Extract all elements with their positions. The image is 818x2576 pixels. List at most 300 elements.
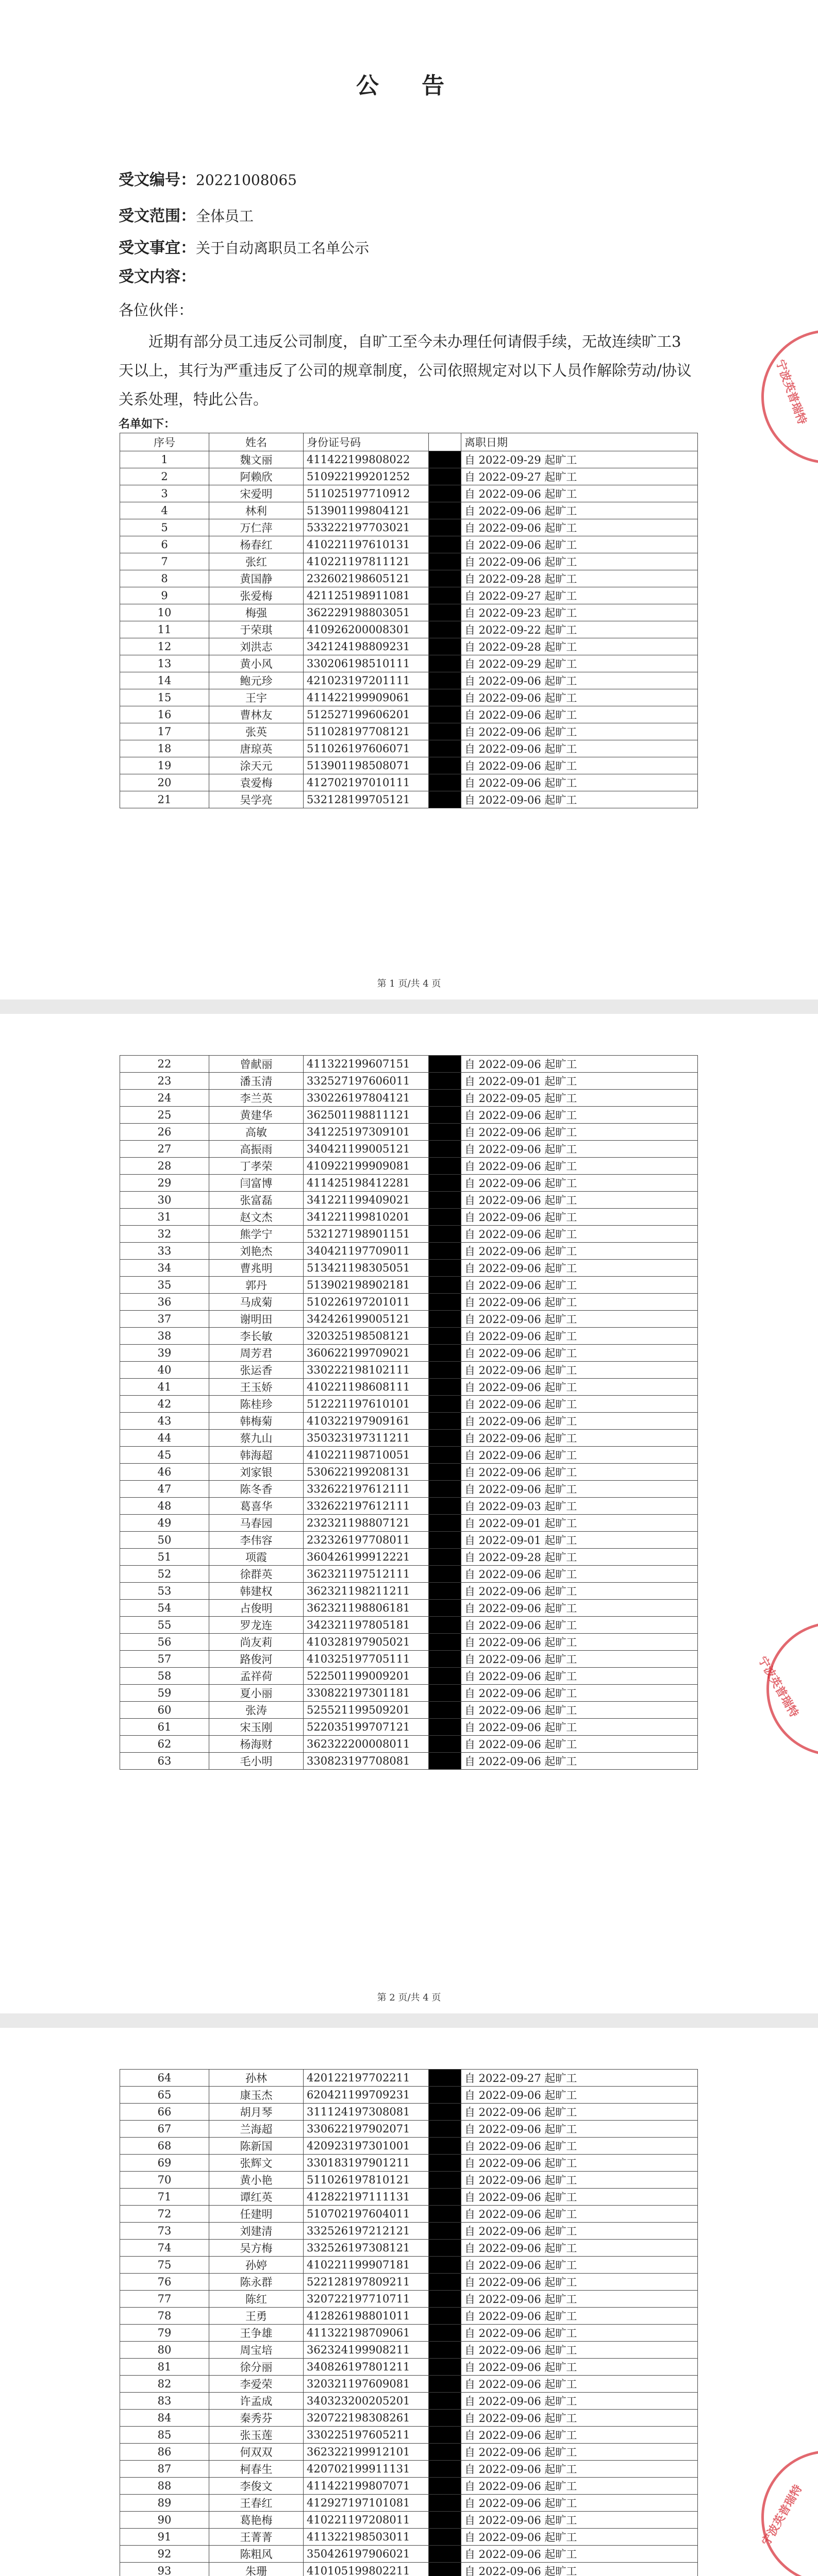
cell-redacted xyxy=(429,2342,461,2359)
cell-no: 49 xyxy=(120,1515,209,1532)
cell-redacted xyxy=(429,1668,461,1685)
cell-date: 自 2022-09-06 起旷工 xyxy=(461,1175,698,1192)
cell-id: 330822197301181 xyxy=(304,1685,429,1702)
cell-name: 梅强 xyxy=(209,604,304,621)
cell-no: 46 xyxy=(120,1464,209,1481)
cell-date: 自 2022-09-06 起旷工 xyxy=(461,723,698,740)
cell-redacted xyxy=(429,2104,461,2121)
cell-name: 夏小丽 xyxy=(209,1685,304,1702)
cell-redacted xyxy=(429,2257,461,2274)
cell-id: 330206198510111 xyxy=(304,655,429,672)
cell-no: 7 xyxy=(120,553,209,570)
cell-no: 78 xyxy=(120,2308,209,2325)
cell-redacted xyxy=(429,2189,461,2206)
cell-no: 40 xyxy=(120,1362,209,1379)
cell-name: 朱珊 xyxy=(209,2563,304,2576)
cell-no: 24 xyxy=(120,1090,209,1107)
table-row xyxy=(120,1379,698,1396)
table-row xyxy=(120,1634,698,1651)
cell-id: 330183197901211 xyxy=(304,2155,429,2172)
cell-name: 高振雨 xyxy=(209,1141,304,1158)
cell-no: 58 xyxy=(120,1668,209,1685)
cell-redacted xyxy=(429,502,461,519)
cell-no: 90 xyxy=(120,2512,209,2529)
cell-name: 张运香 xyxy=(209,1362,304,1379)
cell-date: 自 2022-09-28 起旷工 xyxy=(461,1549,698,1566)
cell-id: 320722198308261 xyxy=(304,2410,429,2427)
cell-no: 15 xyxy=(120,689,209,706)
cell-id: 530622199208131 xyxy=(304,1464,429,1481)
cell-no: 69 xyxy=(120,2155,209,2172)
table-row xyxy=(120,1430,698,1447)
cell-date: 自 2022-09-06 起旷工 xyxy=(461,1260,698,1277)
cell-id: 320325198508121 xyxy=(304,1328,429,1345)
cell-id: 511026197606071 xyxy=(304,740,429,757)
cell-name: 李兰英 xyxy=(209,1090,304,1107)
cell-name: 曹林友 xyxy=(209,706,304,723)
cell-name: 黄小艳 xyxy=(209,2172,304,2189)
cell-id: 342321197805181 xyxy=(304,1617,429,1634)
cell-no: 44 xyxy=(120,1430,209,1447)
cell-redacted xyxy=(429,587,461,604)
cell-date: 自 2022-09-06 起旷工 xyxy=(461,2393,698,2410)
cell-no: 29 xyxy=(120,1175,209,1192)
cell-no: 93 xyxy=(120,2563,209,2576)
cell-date: 自 2022-09-06 起旷工 xyxy=(461,485,698,502)
cell-name: 韩海超 xyxy=(209,1447,304,1464)
cell-name: 孙婷 xyxy=(209,2257,304,2274)
cell-name: 何双双 xyxy=(209,2444,304,2461)
cell-no: 3 xyxy=(120,485,209,502)
cell-name: 王玉娇 xyxy=(209,1379,304,1396)
cell-redacted xyxy=(429,1294,461,1311)
cell-id: 311124197308081 xyxy=(304,2104,429,2121)
cell-no: 42 xyxy=(120,1396,209,1413)
cell-id: 412826198801011 xyxy=(304,2308,429,2325)
cell-no: 37 xyxy=(120,1311,209,1328)
cell-redacted xyxy=(429,1651,461,1668)
cell-name: 马春园 xyxy=(209,1515,304,1532)
cell-id: 342124198809231 xyxy=(304,638,429,655)
cell-redacted xyxy=(429,2172,461,2189)
table-row xyxy=(120,2546,698,2563)
cell-id: 522035199707121 xyxy=(304,1719,429,1736)
subject-field xyxy=(119,238,369,259)
cell-date: 自 2022-09-06 起旷工 xyxy=(461,2325,698,2342)
cell-redacted xyxy=(429,1430,461,1447)
cell-redacted xyxy=(429,2563,461,2576)
cell-name: 许孟成 xyxy=(209,2393,304,2410)
table-row xyxy=(120,1549,698,1566)
cell-redacted xyxy=(429,1345,461,1362)
cell-no: 28 xyxy=(120,1158,209,1175)
cell-no: 61 xyxy=(120,1719,209,1736)
cell-redacted xyxy=(429,1481,461,1498)
cell-date: 自 2022-09-27 起旷工 xyxy=(461,587,698,604)
cell-id: 332527197606011 xyxy=(304,1073,429,1090)
cell-redacted xyxy=(429,1124,461,1141)
cell-redacted xyxy=(429,1464,461,1481)
cell-name: 刘建清 xyxy=(209,2223,304,2240)
cell-no: 19 xyxy=(120,757,209,774)
page-footer: 第 2 页/共 4 页 xyxy=(377,1992,441,2003)
cell-date: 自 2022-09-06 起旷工 xyxy=(461,1192,698,1209)
cell-name: 马成菊 xyxy=(209,1294,304,1311)
cell-redacted xyxy=(429,2138,461,2155)
table-row xyxy=(120,1600,698,1617)
cell-date: 自 2022-09-06 起旷工 xyxy=(461,1447,698,1464)
cell-date: 自 2022-09-06 起旷工 xyxy=(461,2087,698,2104)
cell-redacted xyxy=(429,553,461,570)
cell-redacted xyxy=(429,1498,461,1515)
cell-id: 362501198811121 xyxy=(304,1107,429,1124)
table-row xyxy=(120,2393,698,2410)
cell-no: 50 xyxy=(120,1532,209,1549)
cell-date: 自 2022-09-06 起旷工 xyxy=(461,672,698,689)
cell-name: 潘玉清 xyxy=(209,1073,304,1090)
cell-id: 362321198211211 xyxy=(304,1583,429,1600)
cell-id: 510226197201011 xyxy=(304,1294,429,1311)
table-row xyxy=(120,2206,698,2223)
cell-redacted xyxy=(429,2512,461,2529)
cell-id: 421125198911081 xyxy=(304,587,429,604)
scope-field xyxy=(119,206,254,227)
table-row xyxy=(120,1226,698,1243)
cell-id: 340826197801211 xyxy=(304,2359,429,2376)
cell-redacted xyxy=(429,1175,461,1192)
cell-id: 411322199607151 xyxy=(304,1056,429,1073)
cell-date: 自 2022-09-06 起旷工 xyxy=(461,1226,698,1243)
cell-date: 自 2022-09-06 起旷工 xyxy=(461,740,698,757)
table-row xyxy=(120,1668,698,1685)
table-row xyxy=(120,1685,698,1702)
table-row xyxy=(120,1753,698,1770)
cell-name: 张爱梅 xyxy=(209,587,304,604)
cell-redacted xyxy=(429,1158,461,1175)
cell-redacted xyxy=(429,2087,461,2104)
cell-redacted xyxy=(429,1192,461,1209)
cell-name: 路俊河 xyxy=(209,1651,304,1668)
cell-date: 自 2022-09-06 起旷工 xyxy=(461,2512,698,2529)
cell-id: 342426199005121 xyxy=(304,1311,429,1328)
cell-date: 自 2022-09-06 起旷工 xyxy=(461,2172,698,2189)
subject-label: 受文事宜： xyxy=(119,239,196,257)
cell-date: 自 2022-09-29 起旷工 xyxy=(461,451,698,468)
seal-text: 宁波英普瑞特 xyxy=(773,358,809,427)
cell-name: 张涛 xyxy=(209,1702,304,1719)
table-row xyxy=(120,1396,698,1413)
cell-name: 康玉杰 xyxy=(209,2087,304,2104)
cell-redacted xyxy=(429,1413,461,1430)
cell-date: 自 2022-09-06 起旷工 xyxy=(461,1362,698,1379)
table-row xyxy=(120,1583,698,1600)
cell-redacted xyxy=(429,723,461,740)
cell-date: 自 2022-09-06 起旷工 xyxy=(461,536,698,553)
cell-name: 陈冬香 xyxy=(209,1481,304,1498)
salutation: 各位伙伴： xyxy=(119,301,194,319)
cell-date: 自 2022-09-06 起旷工 xyxy=(461,2529,698,2546)
cell-date: 自 2022-09-06 起旷工 xyxy=(461,1379,698,1396)
cell-redacted xyxy=(429,1396,461,1413)
cell-redacted xyxy=(429,2376,461,2393)
cell-name: 周宝培 xyxy=(209,2342,304,2359)
table-row xyxy=(120,1345,698,1362)
cell-name: 鲍元珍 xyxy=(209,672,304,689)
roster-table-2 xyxy=(120,1055,698,1770)
cell-date: 自 2022-09-06 起旷工 xyxy=(461,1209,698,1226)
cell-no: 64 xyxy=(120,2070,209,2087)
cell-redacted xyxy=(429,519,461,536)
cell-name: 孟祥荷 xyxy=(209,1668,304,1685)
cell-date: 自 2022-09-06 起旷工 xyxy=(461,2189,698,2206)
cell-name: 胡月琴 xyxy=(209,2104,304,2121)
cell-id: 232602198605121 xyxy=(304,570,429,587)
cell-no: 55 xyxy=(120,1617,209,1634)
table-body xyxy=(120,2070,698,2576)
cell-no: 5 xyxy=(120,519,209,536)
cell-id: 362321198806181 xyxy=(304,1600,429,1617)
cell-redacted xyxy=(429,468,461,485)
table-row xyxy=(120,587,698,604)
cell-redacted xyxy=(429,2206,461,2223)
cell-no: 53 xyxy=(120,1583,209,1600)
table-row xyxy=(120,2291,698,2308)
cell-name: 黄建华 xyxy=(209,1107,304,1124)
cell-name: 王宇 xyxy=(209,689,304,706)
cell-no: 48 xyxy=(120,1498,209,1515)
cell-id: 532127198901151 xyxy=(304,1226,429,1243)
cell-date: 自 2022-09-22 起旷工 xyxy=(461,621,698,638)
cell-name: 高敏 xyxy=(209,1124,304,1141)
cell-date: 自 2022-09-06 起旷工 xyxy=(461,1158,698,1175)
cell-no: 35 xyxy=(120,1277,209,1294)
cell-name: 张英 xyxy=(209,723,304,740)
cell-redacted xyxy=(429,1634,461,1651)
table-row xyxy=(120,689,698,706)
table-row xyxy=(120,536,698,553)
cell-no: 84 xyxy=(120,2410,209,2427)
cell-no: 6 xyxy=(120,536,209,553)
table-row xyxy=(120,2155,698,2172)
cell-redacted xyxy=(429,2121,461,2138)
cell-id: 412822197111131 xyxy=(304,2189,429,2206)
cell-date: 自 2022-09-06 起旷工 xyxy=(461,2342,698,2359)
cell-no: 26 xyxy=(120,1124,209,1141)
table-row xyxy=(120,1158,698,1175)
cell-id: 332526197212121 xyxy=(304,2223,429,2240)
cell-name: 刘家银 xyxy=(209,1464,304,1481)
cell-date: 自 2022-09-06 起旷工 xyxy=(461,791,698,808)
doc-number-label: 受文编号： xyxy=(119,171,196,189)
cell-id: 513902198902181 xyxy=(304,1277,429,1294)
cell-no: 54 xyxy=(120,1600,209,1617)
cell-date: 自 2022-09-06 起旷工 xyxy=(461,1311,698,1328)
table-row xyxy=(120,1736,698,1753)
header-date: 离职日期 xyxy=(461,433,698,451)
cell-name: 丁孝荣 xyxy=(209,1158,304,1175)
cell-redacted xyxy=(429,604,461,621)
doc-number-value: 20221008065 xyxy=(196,172,297,189)
cell-id: 320321197609081 xyxy=(304,2376,429,2393)
cell-id: 511028197708121 xyxy=(304,723,429,740)
cell-date: 自 2022-09-05 起旷工 xyxy=(461,1090,698,1107)
table-row xyxy=(120,2240,698,2257)
table-row xyxy=(120,1464,698,1481)
cell-no: 12 xyxy=(120,638,209,655)
cell-id: 412927197101081 xyxy=(304,2495,429,2512)
cell-id: 411322198709061 xyxy=(304,2325,429,2342)
table-row xyxy=(120,1141,698,1158)
list-label: 名单如下： xyxy=(119,417,176,431)
cell-date: 自 2022-09-06 起旷工 xyxy=(461,2138,698,2155)
cell-redacted xyxy=(429,1226,461,1243)
cell-no: 79 xyxy=(120,2325,209,2342)
table-header-row xyxy=(120,433,698,451)
table-row xyxy=(120,1498,698,1515)
cell-name: 张辉文 xyxy=(209,2155,304,2172)
cell-name: 占俊明 xyxy=(209,1600,304,1617)
cell-date: 自 2022-09-06 起旷工 xyxy=(461,1583,698,1600)
cell-id: 332622197612111 xyxy=(304,1481,429,1498)
cell-id: 510702197604011 xyxy=(304,2206,429,2223)
cell-name: 任建明 xyxy=(209,2206,304,2223)
cell-redacted xyxy=(429,1617,461,1634)
table-row xyxy=(120,1702,698,1719)
header-id: 身份证号码 xyxy=(304,433,429,451)
cell-redacted xyxy=(429,791,461,808)
cell-no: 52 xyxy=(120,1566,209,1583)
cell-date: 自 2022-09-06 起旷工 xyxy=(461,2478,698,2495)
cell-name: 王勇 xyxy=(209,2308,304,2325)
cell-no: 21 xyxy=(120,791,209,808)
cell-date: 自 2022-09-06 起旷工 xyxy=(461,1243,698,1260)
table-row xyxy=(120,1090,698,1107)
page-footer: 第 1 页/共 4 页 xyxy=(377,978,441,989)
cell-name: 王春红 xyxy=(209,2495,304,2512)
cell-name: 罗龙连 xyxy=(209,1617,304,1634)
cell-id: 410221197208011 xyxy=(304,2512,429,2529)
cell-redacted xyxy=(429,2308,461,2325)
table-row xyxy=(120,1566,698,1583)
cell-no: 70 xyxy=(120,2172,209,2189)
cell-date: 自 2022-09-06 起旷工 xyxy=(461,1141,698,1158)
cell-name: 张红 xyxy=(209,553,304,570)
header-redacted xyxy=(429,433,461,451)
cell-name: 韩建权 xyxy=(209,1583,304,1600)
cell-id: 332526197308121 xyxy=(304,2240,429,2257)
cell-no: 18 xyxy=(120,740,209,757)
cell-date: 自 2022-09-06 起旷工 xyxy=(461,1464,698,1481)
table-row xyxy=(120,485,698,502)
cell-date: 自 2022-09-06 起旷工 xyxy=(461,2376,698,2393)
cell-id: 410221198608111 xyxy=(304,1379,429,1396)
cell-no: 76 xyxy=(120,2274,209,2291)
cell-date: 自 2022-09-27 起旷工 xyxy=(461,468,698,485)
cell-id: 410322197909161 xyxy=(304,1413,429,1430)
cell-date: 自 2022-09-01 起旷工 xyxy=(461,1515,698,1532)
cell-no: 88 xyxy=(120,2478,209,2495)
table-row xyxy=(120,1073,698,1090)
cell-name: 郭丹 xyxy=(209,1277,304,1294)
cell-redacted xyxy=(429,1736,461,1753)
cell-name: 徐分丽 xyxy=(209,2359,304,2376)
cell-date: 自 2022-09-06 起旷工 xyxy=(461,2274,698,2291)
cell-redacted xyxy=(429,1107,461,1124)
cell-id: 511026197810121 xyxy=(304,2172,429,2189)
cell-date: 自 2022-09-06 起旷工 xyxy=(461,2291,698,2308)
cell-redacted xyxy=(429,1141,461,1158)
cell-date: 自 2022-09-06 起旷工 xyxy=(461,1413,698,1430)
cell-no: 23 xyxy=(120,1073,209,1090)
cell-date: 自 2022-09-06 起旷工 xyxy=(461,519,698,536)
cell-id: 513901199804121 xyxy=(304,502,429,519)
cell-name: 杨海财 xyxy=(209,1736,304,1753)
table-row xyxy=(120,1311,698,1328)
cell-name: 熊学宁 xyxy=(209,1226,304,1243)
table-row xyxy=(120,2257,698,2274)
cell-name: 陈粗风 xyxy=(209,2546,304,2563)
cell-no: 9 xyxy=(120,587,209,604)
cell-id: 525521199509201 xyxy=(304,1702,429,1719)
cell-no: 8 xyxy=(120,570,209,587)
cell-no: 38 xyxy=(120,1328,209,1345)
cell-date: 自 2022-09-01 起旷工 xyxy=(461,1073,698,1090)
cell-date: 自 2022-09-06 起旷工 xyxy=(461,1634,698,1651)
cell-date: 自 2022-09-06 起旷工 xyxy=(461,757,698,774)
cell-name: 陈永群 xyxy=(209,2274,304,2291)
cell-redacted xyxy=(429,689,461,706)
cell-no: 22 xyxy=(120,1056,209,1073)
cell-redacted xyxy=(429,1056,461,1073)
table-row xyxy=(120,1175,698,1192)
cell-redacted xyxy=(429,2427,461,2444)
cell-name: 宋爱明 xyxy=(209,485,304,502)
cell-no: 63 xyxy=(120,1753,209,1770)
cell-name: 袁爱梅 xyxy=(209,774,304,791)
cell-name: 黄小风 xyxy=(209,655,304,672)
table-row xyxy=(120,757,698,774)
cell-no: 56 xyxy=(120,1634,209,1651)
notice-body: 近期有部分员工违反公司制度，自旷工至今未办理任何请假手续，无故连续旷工3天以上，其行为严重违反了公司的规章制度，公司依照规定对以下人员作解除劳动/协议关系处理，特此公告。 xyxy=(119,333,692,408)
cell-name: 张富磊 xyxy=(209,1192,304,1209)
cell-date: 自 2022-09-06 起旷工 xyxy=(461,1702,698,1719)
cell-name: 唐琼英 xyxy=(209,740,304,757)
cell-id: 532128199705121 xyxy=(304,791,429,808)
cell-redacted xyxy=(429,1600,461,1617)
cell-no: 66 xyxy=(120,2104,209,2121)
cell-no: 27 xyxy=(120,1141,209,1158)
cell-date: 自 2022-09-06 起旷工 xyxy=(461,2546,698,2563)
cell-date: 自 2022-09-06 起旷工 xyxy=(461,1396,698,1413)
cell-name: 闫富博 xyxy=(209,1175,304,1192)
cell-no: 4 xyxy=(120,502,209,519)
cell-id: 420122197702211 xyxy=(304,2070,429,2087)
table-row xyxy=(120,451,698,468)
cell-redacted xyxy=(429,1311,461,1328)
table-row xyxy=(120,2563,698,2576)
cell-name: 秦秀芬 xyxy=(209,2410,304,2427)
cell-id: 410221197610131 xyxy=(304,536,429,553)
table-row xyxy=(120,2308,698,2325)
cell-date: 自 2022-09-06 起旷工 xyxy=(461,689,698,706)
cell-redacted xyxy=(429,2274,461,2291)
cell-redacted xyxy=(429,1719,461,1736)
cell-date: 自 2022-09-06 起旷工 xyxy=(461,2427,698,2444)
cell-date: 自 2022-09-06 起旷工 xyxy=(461,2257,698,2274)
cell-name: 谢明田 xyxy=(209,1311,304,1328)
roster-table-1 xyxy=(120,433,698,808)
table-body xyxy=(120,1056,698,1770)
